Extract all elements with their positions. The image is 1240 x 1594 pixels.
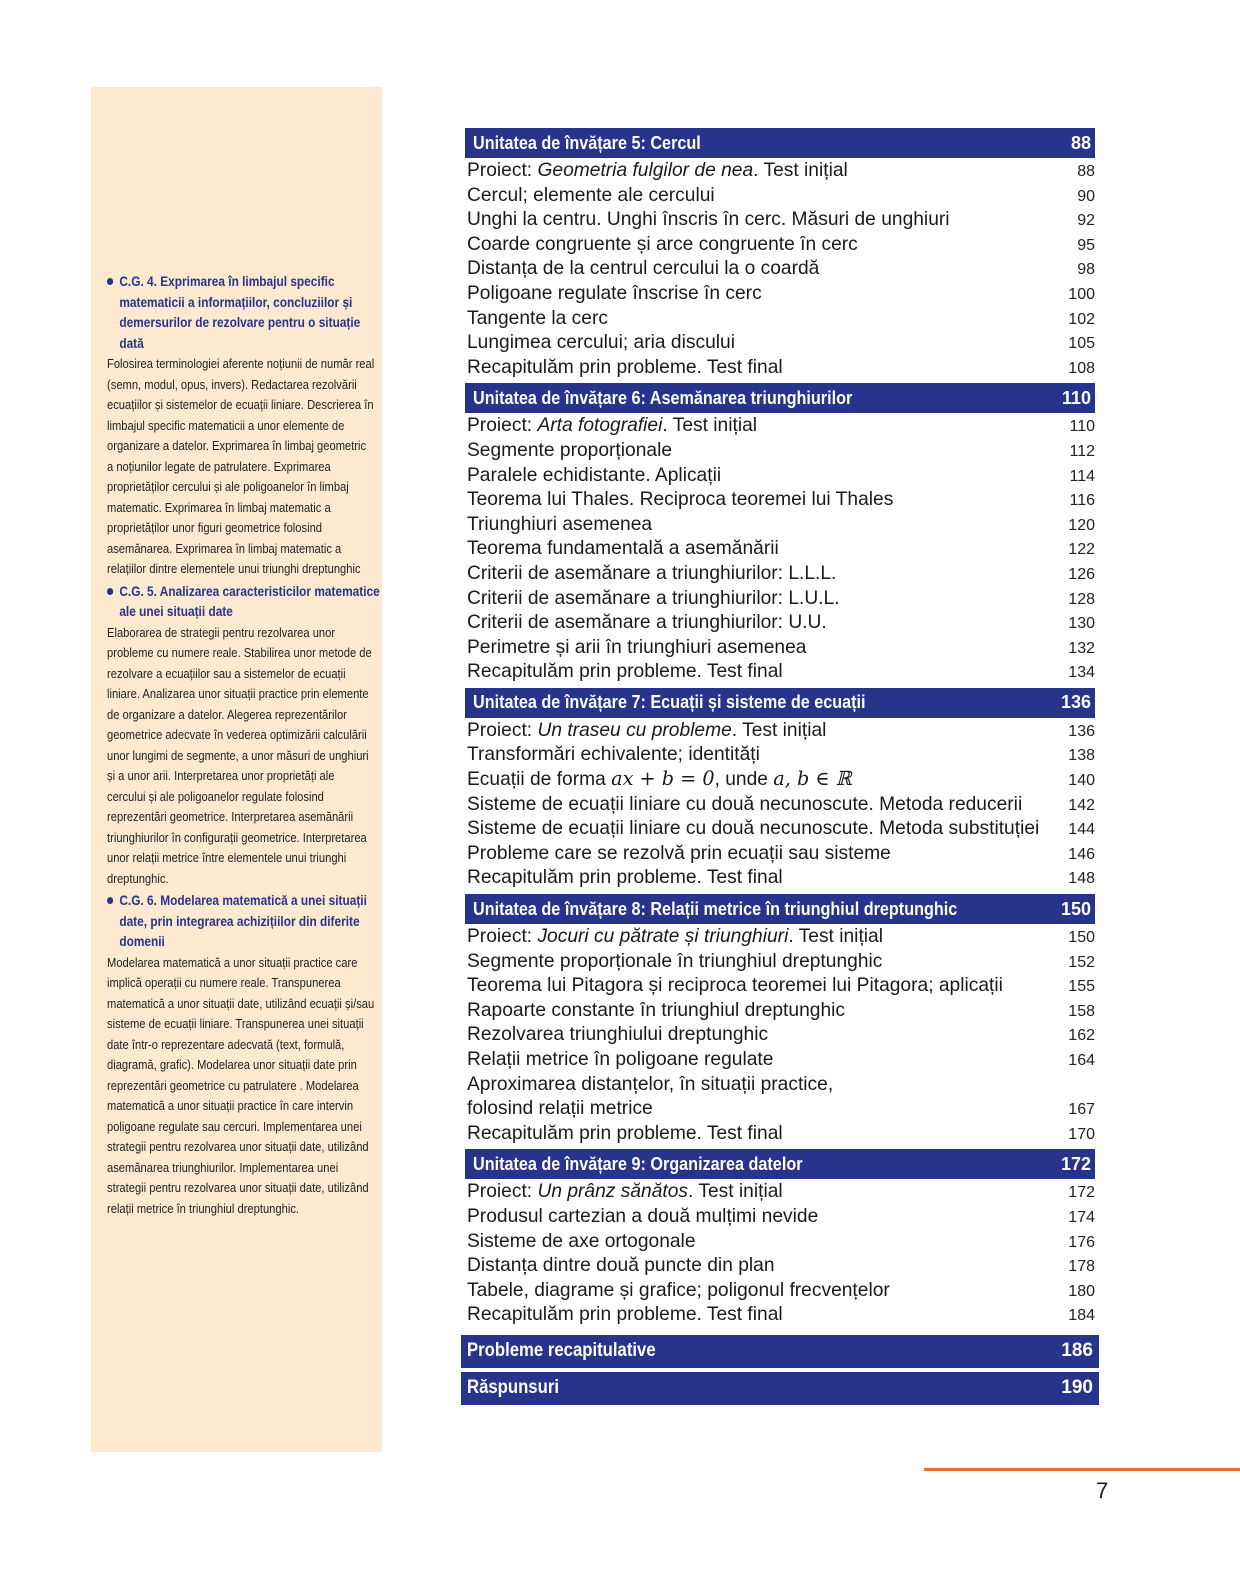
entry-page: 140 bbox=[1068, 772, 1095, 790]
unit-header[interactable] bbox=[465, 128, 1095, 158]
entry-text-suffix: . Test inițial bbox=[731, 718, 827, 741]
entry-text: Relații metrice în poligoane regulate bbox=[467, 1048, 774, 1070]
entry-page: 130 bbox=[1068, 615, 1095, 633]
entry-title bbox=[467, 635, 806, 660]
competency-title-text: C.G. 4. Exprimarea în limbajul specific matematicii a informațiilor, concluziilor și demersurilor de rezolvare pentru o situație dată bbox=[119, 274, 361, 351]
entry-italic-title: Jocuri cu pătrate și triunghiuri bbox=[537, 925, 789, 948]
entry-page: 100 bbox=[1068, 285, 1095, 303]
entry-page: 162 bbox=[1068, 1027, 1095, 1045]
toc-entry[interactable] bbox=[467, 998, 1095, 1023]
entry-page: 170 bbox=[1068, 1125, 1095, 1143]
entry-text-suffix: . Test inițial bbox=[662, 414, 758, 437]
entry-page: 180 bbox=[1068, 1282, 1095, 1300]
section-page: 190 bbox=[1061, 1377, 1093, 1399]
toc-entry[interactable] bbox=[467, 865, 1095, 890]
toc-entry[interactable] bbox=[467, 1204, 1095, 1229]
entry-italic-title: Un traseu cu probleme bbox=[537, 718, 732, 741]
entry-title bbox=[467, 1179, 783, 1204]
section-page: 186 bbox=[1061, 1340, 1093, 1362]
entry-page: 144 bbox=[1068, 821, 1095, 839]
entry-title bbox=[467, 512, 652, 537]
competency-title-text: C.G. 5. Analizarea caracteristicilor matematice ale unei situații date bbox=[119, 583, 380, 619]
toc-entry[interactable] bbox=[467, 1229, 1095, 1254]
entry-text: Rapoarte constante în triunghiul dreptunghic bbox=[467, 998, 846, 1021]
toc-entry[interactable] bbox=[467, 536, 1095, 561]
toc-entry[interactable] bbox=[467, 561, 1095, 586]
toc-entry[interactable] bbox=[467, 355, 1095, 380]
entry-text: Cercul; elemente ale cercului bbox=[467, 183, 715, 206]
entry-text: Perimetre și arii în triunghiuri asemenea bbox=[467, 635, 807, 658]
entry-text: Probleme care se rezolvă prin ecuații sau sisteme bbox=[467, 841, 891, 864]
entry-text: Proiect: bbox=[467, 718, 538, 741]
toc-entry[interactable] bbox=[467, 306, 1095, 331]
entry-page: 110 bbox=[1069, 418, 1095, 436]
toc-entry[interactable] bbox=[467, 610, 1095, 635]
entry-formula: ax + b = 0 bbox=[611, 767, 715, 791]
unit-entries bbox=[467, 1179, 1095, 1327]
toc-entry[interactable] bbox=[467, 635, 1095, 660]
entry-text: Recapitulăm prin probleme. Test final bbox=[467, 1303, 783, 1326]
toc-entry[interactable] bbox=[467, 330, 1095, 355]
entry-text: Distanța dintre două puncte din plan bbox=[467, 1254, 775, 1277]
entry-title bbox=[467, 232, 858, 257]
competency-title bbox=[107, 891, 384, 953]
entry-title bbox=[467, 586, 840, 611]
entry-page: 122 bbox=[1068, 541, 1095, 559]
entry-page: 184 bbox=[1068, 1307, 1095, 1325]
entry-text: Tangente la cerc bbox=[467, 306, 608, 329]
toc-entry[interactable] bbox=[467, 207, 1095, 232]
entry-title bbox=[467, 536, 779, 561]
entry-title bbox=[467, 841, 891, 866]
entry-title bbox=[467, 718, 826, 743]
entry-page: 142 bbox=[1068, 796, 1095, 814]
entry-text: Rezolvarea triunghiului dreptunghic bbox=[467, 1023, 769, 1046]
competency-title bbox=[107, 272, 384, 354]
entry-page: 120 bbox=[1068, 516, 1095, 534]
entry-title bbox=[467, 949, 882, 974]
unit-page: 136 bbox=[1060, 692, 1091, 713]
unit-entries bbox=[467, 158, 1095, 379]
entry-text: Lungimea cercului; aria discului bbox=[467, 331, 735, 354]
entry-page: 136 bbox=[1068, 722, 1095, 740]
toc-entry[interactable] bbox=[467, 281, 1095, 306]
entry-title bbox=[467, 1022, 768, 1047]
toc-entry[interactable] bbox=[467, 413, 1095, 438]
entry-title bbox=[467, 1096, 653, 1121]
entry-page: 155 bbox=[1068, 978, 1095, 996]
toc-entry[interactable] bbox=[467, 487, 1095, 512]
toc-entry[interactable] bbox=[467, 1096, 1095, 1121]
entry-text: Teorema lui Pitagora și reciproca teoremei lui Pitagora; aplicații bbox=[467, 974, 1003, 997]
entry-text: Tabele, diagrame și grafice; poligonul frecvențelor bbox=[467, 1278, 890, 1301]
unit-header[interactable] bbox=[465, 894, 1095, 924]
toc-entry[interactable] bbox=[467, 924, 1095, 949]
entry-title bbox=[467, 281, 762, 306]
entry-text: Produsul cartezian a două mulțimi nevide bbox=[467, 1204, 819, 1227]
entry-title bbox=[467, 256, 819, 281]
entry-text: Proiect: bbox=[467, 159, 538, 181]
unit-header[interactable] bbox=[465, 383, 1095, 413]
toc-entry[interactable] bbox=[467, 1121, 1095, 1146]
bullet-icon bbox=[107, 588, 113, 595]
unit-entries bbox=[467, 718, 1095, 890]
toc-entry[interactable] bbox=[467, 1022, 1095, 1047]
entry-page: 148 bbox=[1068, 870, 1095, 888]
toc-entry[interactable] bbox=[467, 841, 1095, 866]
unit-title: Unitatea de învățare 8: Relații metrice în triunghiul dreptunghic bbox=[473, 898, 958, 919]
toc-entry[interactable] bbox=[467, 1047, 1095, 1072]
entry-title bbox=[467, 998, 845, 1023]
entry-italic-title: Arta fotografiei bbox=[537, 414, 663, 437]
section-title: Răspunsuri bbox=[467, 1377, 559, 1399]
entry-page: 116 bbox=[1069, 492, 1095, 510]
toc-entry[interactable] bbox=[467, 1179, 1095, 1204]
entry-text: Sisteme de ecuații liniare cu două necunoscute. Metoda substituției bbox=[467, 817, 1040, 840]
bullet-icon bbox=[107, 897, 113, 904]
entry-text-suffix: , unde bbox=[714, 768, 774, 791]
entry-text: Paralele echidistante. Aplicații bbox=[467, 463, 722, 486]
entry-text: Recapitulăm prin probleme. Test final bbox=[467, 660, 783, 683]
entry-text: Triunghiuri asemenea bbox=[467, 512, 653, 535]
entry-title bbox=[467, 816, 1039, 841]
entry-page: 164 bbox=[1068, 1052, 1095, 1069]
competency-title-text: C.G. 6. Modelarea matematică a unei situații date, prin integrarea achizițiilor din diferite domenii bbox=[119, 893, 367, 949]
entry-title bbox=[467, 487, 893, 512]
entry-page: 108 bbox=[1068, 359, 1095, 377]
toc-entry[interactable] bbox=[467, 742, 1095, 767]
page-number: 7 bbox=[1096, 1478, 1109, 1503]
entry-title bbox=[467, 767, 852, 792]
entry-text: Segmente proporționale în triunghiul dreptunghic bbox=[467, 949, 883, 972]
entry-title bbox=[467, 207, 950, 232]
bullet-icon bbox=[107, 278, 113, 285]
unit-header[interactable] bbox=[465, 688, 1095, 718]
entry-page: 178 bbox=[1068, 1258, 1095, 1276]
entry-text: Coarde congruente și arce congruente în cerc bbox=[467, 232, 858, 255]
unit-section bbox=[461, 688, 1099, 890]
entry-text: Sisteme de ecuații liniare cu două necunoscute. Metoda reducerii bbox=[467, 792, 1023, 815]
entry-page: 105 bbox=[1068, 335, 1095, 353]
entry-title bbox=[467, 610, 827, 635]
entry-text: Recapitulăm prin probleme. Test final bbox=[467, 866, 783, 889]
entry-title bbox=[467, 1302, 783, 1327]
entry-italic-title: Geometria fulgilor de nea bbox=[537, 159, 754, 181]
entry-text: Criterii de asemănare a triunghiurilor: U.U. bbox=[467, 611, 827, 634]
entry-title bbox=[467, 1229, 696, 1254]
entry-text: Ecuații de forma bbox=[467, 768, 612, 791]
toc-entry[interactable] bbox=[467, 463, 1095, 488]
entry-page: 138 bbox=[1068, 747, 1095, 765]
entry-page: 126 bbox=[1068, 565, 1095, 583]
entry-title bbox=[467, 1047, 773, 1072]
entry-page: 102 bbox=[1068, 310, 1095, 328]
entry-title bbox=[467, 1072, 833, 1097]
entry-title bbox=[467, 865, 783, 890]
entry-page: 134 bbox=[1068, 664, 1095, 682]
entry-page: 174 bbox=[1068, 1208, 1095, 1226]
toc-entry[interactable] bbox=[467, 438, 1095, 463]
entry-text: Aproximarea distanțelor, în situații practice, bbox=[467, 1072, 834, 1095]
competency-title bbox=[107, 582, 384, 623]
unit-page: 150 bbox=[1060, 898, 1091, 919]
entry-page: 150 bbox=[1068, 929, 1095, 947]
toc-entry[interactable] bbox=[467, 973, 1095, 998]
entry-title bbox=[467, 463, 721, 488]
section-header[interactable] bbox=[461, 1335, 1099, 1368]
entry-text: Teorema lui Thales. Reciproca teoremei lui Thales bbox=[467, 488, 894, 511]
toc-entry[interactable] bbox=[467, 1278, 1095, 1303]
entry-page: 167 bbox=[1068, 1101, 1095, 1119]
entry-title bbox=[467, 158, 848, 183]
section-title: Probleme recapitulative bbox=[467, 1340, 656, 1362]
section-header[interactable] bbox=[461, 1372, 1099, 1405]
entry-text: Recapitulăm prin probleme. Test final bbox=[467, 1121, 783, 1144]
entry-page: 95 bbox=[1077, 236, 1095, 254]
entry-text: Poligoane regulate înscrise în cerc bbox=[467, 281, 762, 304]
entry-title bbox=[467, 413, 757, 438]
competency-block bbox=[107, 891, 376, 1219]
entry-title bbox=[467, 1278, 890, 1303]
toc-entry[interactable] bbox=[467, 256, 1095, 281]
entry-page: 172 bbox=[1068, 1184, 1095, 1202]
unit-section bbox=[461, 128, 1099, 379]
unit-entries bbox=[467, 924, 1095, 1145]
toc-entry[interactable] bbox=[467, 158, 1095, 183]
toc-entry[interactable] bbox=[467, 232, 1095, 257]
entry-title bbox=[467, 183, 715, 208]
entry-title bbox=[467, 561, 836, 586]
entry-text: Transformări echivalente; identități bbox=[467, 743, 760, 766]
entry-text: Proiect: bbox=[467, 925, 538, 948]
entry-text-suffix: . Test inițial bbox=[688, 1180, 783, 1203]
unit-section bbox=[461, 894, 1099, 1145]
competency-description: Modelarea matematică a unor situații practice care implică operații cu numere reale. Transpunerea matematică a unor situații date, utilizând ecuații și/sau sisteme de ecuații liniare. Transpunerea unei situații date într-o reprezentare adecvată (text, formulă, diagramă, grafic). Modelarea unor situații date prin reprezentări geometrice cu patrulatere . Modelarea matematică a unor situații practice în care intervin poligoane regulate sau cercuri. Implementarea unei strategii pentru rezolvarea unor situații date, utilizând asemănarea triunghiurilor. Implementarea unei strategii pentru rezolvarea unor situații date, utilizând relații metrice în triunghiul dreptunghic. bbox=[107, 954, 375, 1216]
entry-text-suffix: . Test inițial bbox=[753, 159, 848, 181]
entry-title bbox=[467, 355, 783, 380]
entry-title bbox=[467, 306, 608, 331]
toc-entry[interactable] bbox=[467, 1253, 1095, 1278]
competency-block bbox=[107, 272, 376, 580]
entry-page: 98 bbox=[1077, 261, 1095, 279]
toc-entry[interactable] bbox=[467, 586, 1095, 611]
entry-page: 132 bbox=[1068, 639, 1095, 657]
toc-entry[interactable] bbox=[467, 659, 1095, 684]
entry-text: Criterii de asemănare a triunghiurilor: L.U.L. bbox=[467, 586, 840, 609]
toc-entry[interactable] bbox=[467, 1302, 1095, 1327]
entry-page: 90 bbox=[1077, 187, 1095, 205]
unit-page: 110 bbox=[1061, 387, 1091, 408]
entry-page: 114 bbox=[1069, 467, 1095, 485]
table-of-contents bbox=[461, 128, 1099, 1405]
unit-entries bbox=[467, 413, 1095, 684]
entry-page: 112 bbox=[1069, 442, 1095, 460]
competency-description: Folosirea terminologiei aferente noțiunii de număr real (semn, modul, opus, invers). Redactarea rezolvării ecuațiilor și sistemelor de ecuații liniare. Descrierea în limbajul specific matematicii a unor elemente de organizare a datelor. Exprimarea în limbaj geometric a noțiunilor legate de patrulatere. Exprimarea proprietăților cercului și ale poligoanelor în limbaj matematic. Exprimarea în limbaj matematic a proprietăților unor figuri geometrice folosind asemănarea. Exprimarea în limbaj matematic a relațiilor dintre elementele unui triunghi dreptunghic bbox=[107, 356, 375, 576]
entry-page: 152 bbox=[1068, 953, 1095, 971]
entry-title bbox=[467, 330, 735, 355]
unit-title: Unitatea de învățare 7: Ecuații și sisteme de ecuații bbox=[473, 692, 866, 713]
entry-page: 88 bbox=[1077, 163, 1095, 180]
entry-text: Teorema fundamentală a asemănării bbox=[467, 537, 779, 560]
toc-entry[interactable] bbox=[467, 512, 1095, 537]
toc-entry[interactable] bbox=[467, 1072, 1095, 1097]
entry-title bbox=[467, 973, 1003, 998]
entry-text: Proiect: bbox=[467, 414, 538, 437]
entry-title bbox=[467, 438, 672, 463]
competency-block bbox=[107, 582, 380, 890]
entry-page: 176 bbox=[1068, 1233, 1095, 1251]
competencies-sidebar bbox=[91, 87, 382, 1452]
entry-page: 92 bbox=[1077, 212, 1095, 230]
unit-section bbox=[461, 383, 1099, 684]
entry-text: Recapitulăm prin probleme. Test final bbox=[467, 355, 783, 378]
entry-text: Segmente proporționale bbox=[467, 438, 673, 461]
entry-page: 158 bbox=[1068, 1002, 1095, 1020]
unit-header[interactable] bbox=[465, 1149, 1095, 1179]
entry-title bbox=[467, 924, 883, 949]
entry-page: 146 bbox=[1068, 845, 1095, 863]
entry-title bbox=[467, 792, 1022, 817]
entry-text: Proiect: bbox=[467, 1180, 538, 1203]
unit-page: 172 bbox=[1060, 1153, 1091, 1174]
entry-title bbox=[467, 659, 783, 684]
unit-title: Unitatea de învățare 5: Cercul bbox=[473, 132, 701, 153]
toc-entry[interactable] bbox=[467, 816, 1095, 841]
unit-title: Unitatea de învățare 6: Asemănarea triunghiurilor bbox=[473, 387, 853, 408]
entry-italic-title: Un prânz sănătos bbox=[537, 1180, 689, 1203]
entry-text: Sisteme de axe ortogonale bbox=[467, 1229, 696, 1252]
footer-rule bbox=[924, 1468, 1240, 1471]
entry-title bbox=[467, 1121, 783, 1146]
entry-title bbox=[467, 1253, 775, 1278]
unit-page: 88 bbox=[1070, 132, 1091, 153]
entry-title bbox=[467, 742, 760, 767]
competency-description: Elaborarea de strategii pentru rezolvarea unor probleme cu numere reale. Stabilirea unor metode de rezolvare a ecuațiilor sau a sistemelor de ecuații liniare. Analizarea unor situații practice prin elemente de organizare a datelor. Alegerea reprezentărilor geometrice adecvate în vederea optimizării calculării unor lungimi de segmente, a unor măsuri de unghiuri și a unor arii. Interpretarea unor proprietăți ale cercului și ale poligoanelor regulate folosind reprezentări geometrice. Interpretarea asemănării triunghiurilor în configurații geometrice. Interpretarea unor relații metrice între elementele unui triunghi dreptunghic. bbox=[107, 624, 372, 886]
entry-text: Unghi la centru. Unghi înscris în cerc. Măsuri de unghiuri bbox=[467, 208, 950, 231]
entry-formula: a, b ∈ ℝ bbox=[773, 767, 852, 791]
toc-entry[interactable] bbox=[467, 949, 1095, 974]
toc-entry[interactable] bbox=[467, 718, 1095, 743]
entry-text-suffix: . Test inițial bbox=[788, 925, 884, 948]
toc-entry[interactable] bbox=[467, 792, 1095, 817]
unit-title: Unitatea de învățare 9: Organizarea datelor bbox=[473, 1153, 803, 1174]
toc-entry[interactable] bbox=[467, 183, 1095, 208]
entry-text: Distanța de la centrul cercului la o coardă bbox=[467, 257, 820, 280]
entry-page: 128 bbox=[1068, 590, 1095, 608]
entry-text: folosind relații metrice bbox=[467, 1097, 653, 1120]
unit-section bbox=[461, 1149, 1099, 1327]
entry-text: Criterii de asemănare a triunghiurilor: L.L.L. bbox=[467, 561, 837, 584]
entry-title bbox=[467, 1204, 818, 1229]
toc-entry[interactable] bbox=[467, 767, 1095, 792]
